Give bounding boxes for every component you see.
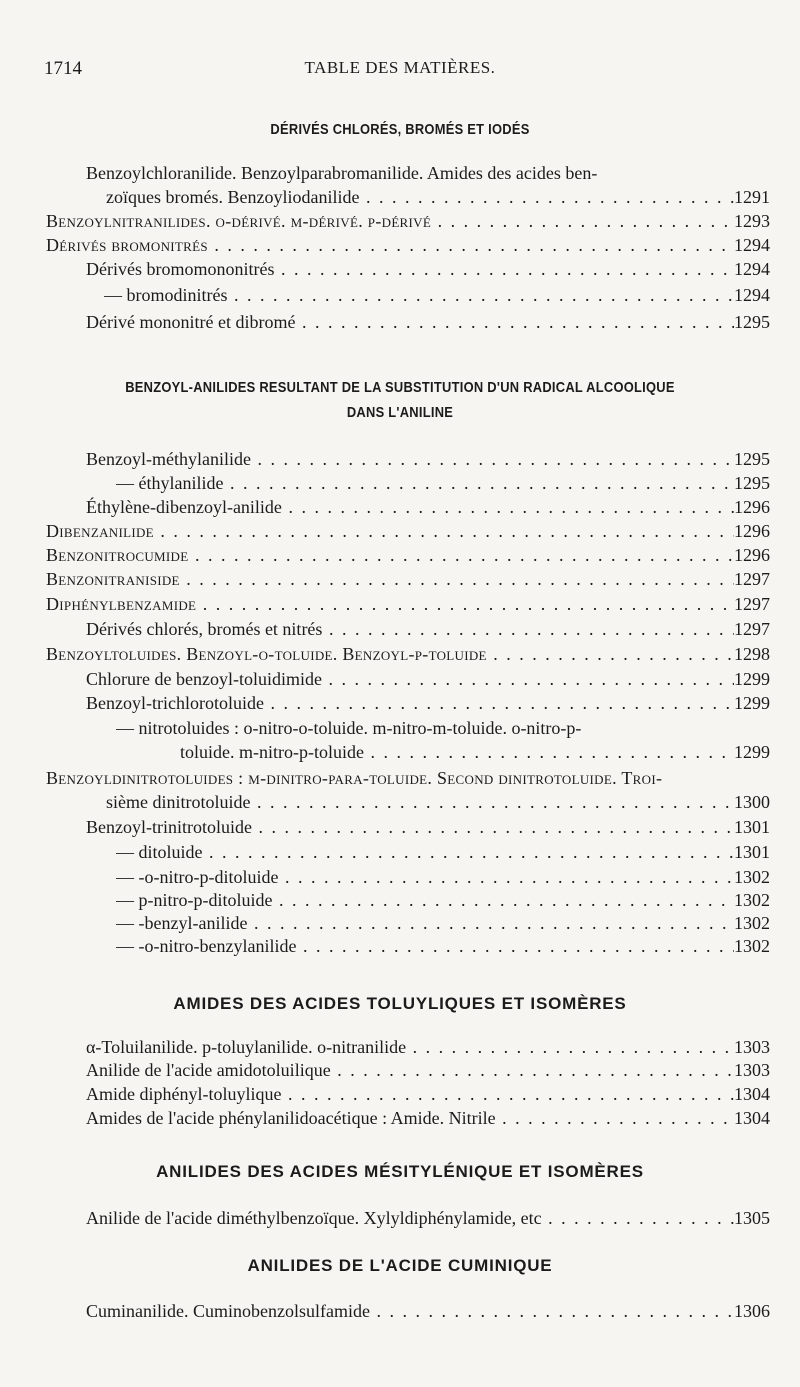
entry-label: — nitrotoluides : o-nitro-o-toluide. m-nitro-m-toluide. o-nitro-p-	[116, 718, 582, 738]
entry-page: 1294	[734, 259, 770, 279]
entry-page: 1301	[734, 842, 770, 862]
toc-entry	[0, 209, 800, 233]
entry-label: Dérivés bromomononitrés . . .	[86, 257, 734, 281]
toc-entry	[0, 185, 800, 209]
toc-entry	[0, 815, 800, 839]
entry-label: Benzonitraniside . . .	[46, 567, 734, 591]
entry-label: Benzoyl-trichlorotoluide . . .	[86, 691, 734, 715]
entry-label: — éthylanilide . . .	[116, 471, 734, 495]
entry-label: Benzonitrocumide . . .	[46, 543, 734, 567]
toc-entry	[0, 1206, 800, 1230]
toc-entry	[0, 257, 800, 281]
section-title: ANILIDES DE L'ACIDE CUMINIQUE	[247, 1256, 553, 1275]
entry-label: Amides de l'acide phénylanilidoacétique : Amide. Nitrile . . .	[86, 1106, 734, 1130]
entry-label: Anilide de l'acide diméthylbenzoïque. Xylyldiphénylamide, etc . . .	[86, 1206, 734, 1230]
entry-label: Benzoylchloranilide. Benzoylparabromanilide. Amides des acides ben-	[86, 163, 598, 183]
toc-entry	[0, 888, 800, 912]
toc-entry	[0, 667, 800, 691]
entry-label: Dérivé mononitré et dibromé . . .	[86, 310, 734, 334]
toc-entry	[0, 740, 800, 764]
entry-page: 1302	[734, 936, 770, 956]
toc-entry	[0, 840, 800, 864]
entry-label: — ditoluide . . .	[116, 840, 734, 864]
entry-label: Éthylène-dibenzoyl-anilide . . .	[86, 495, 734, 519]
toc-entry	[0, 691, 800, 715]
toc-entry	[0, 865, 800, 889]
toc-entry	[0, 1058, 800, 1082]
toc-entry	[0, 934, 800, 958]
entry-page: 1306	[734, 1301, 770, 1321]
toc-entry	[0, 766, 800, 790]
toc-entry	[0, 543, 800, 567]
entry-label: — -benzyl-anilide . . .	[116, 911, 734, 935]
entry-page: 1295	[734, 473, 770, 493]
entry-label: Diphénylbenzamide . . .	[46, 592, 734, 616]
entry-page: 1291	[734, 187, 770, 207]
running-title: TABLE DES MATIÈRES.	[304, 58, 496, 77]
toc-entry	[0, 283, 800, 307]
toc-entry	[0, 161, 800, 185]
section-subtitle: DANS L'ANILINE	[346, 404, 454, 421]
toc-entry	[0, 1082, 800, 1106]
entry-label: Chlorure de benzoyl-toluidimide . . .	[86, 667, 734, 691]
section-title: AMIDES DES ACIDES TOLUYLIQUES ET ISOMÈRES	[173, 994, 627, 1013]
toc-entry	[0, 716, 800, 740]
entry-page: 1294	[734, 235, 770, 255]
toc-entry	[0, 1106, 800, 1130]
toc-entry	[0, 495, 800, 519]
entry-page: 1302	[734, 890, 770, 910]
entry-page: 1295	[734, 312, 770, 332]
page-number: 1714	[44, 58, 82, 79]
entry-page: 1296	[734, 545, 770, 565]
entry-label: Anilide de l'acide amidotoluilique . . .	[86, 1058, 734, 1082]
toc-entry	[0, 911, 800, 935]
toc-entry	[0, 447, 800, 471]
section-title: ANILIDES DES ACIDES MÉSITYLÉNIQUE ET ISOMÈRES	[156, 1162, 644, 1181]
toc-entry	[0, 592, 800, 616]
toc-entry	[0, 233, 800, 257]
toc-entry	[0, 310, 800, 334]
entry-page: 1302	[734, 867, 770, 887]
section-title: DÉRIVÉS CHLORÉS, BROMÉS ET IODÉS	[270, 121, 530, 138]
entry-page: 1300	[734, 792, 770, 812]
entry-page: 1297	[734, 569, 770, 589]
toc-entry	[0, 471, 800, 495]
toc-entry	[0, 1035, 800, 1059]
entry-page: 1296	[734, 497, 770, 517]
entry-page: 1302	[734, 913, 770, 933]
entry-page: 1296	[734, 521, 770, 541]
entry-page: 1293	[734, 211, 770, 231]
entry-label: Dérivés bromonitrés . . .	[46, 233, 734, 257]
entry-page: 1297	[734, 594, 770, 614]
entry-label: Benzoyltoluides. Benzoyl-o-toluide. Benzoyl-p-toluide . . .	[46, 642, 734, 666]
entry-page: 1297	[734, 619, 770, 639]
section-title: BENZOYL-ANILIDES RESULTANT DE LA SUBSTITUTION D'UN RADICAL ALCOOLIQUE	[125, 379, 675, 396]
entry-page: 1299	[734, 693, 770, 713]
entry-label: Amide diphényl-toluylique . . .	[86, 1082, 734, 1106]
entry-label: sième dinitrotoluide . . .	[106, 790, 734, 814]
entry-label: Dérivés chlorés, bromés et nitrés . . .	[86, 617, 734, 641]
entry-page: 1304	[734, 1108, 770, 1128]
entry-page: 1303	[734, 1060, 770, 1080]
entry-page: 1299	[734, 669, 770, 689]
entry-label: toluide. m-nitro-p-toluide . . .	[180, 740, 734, 764]
toc-entry	[0, 519, 800, 543]
entry-label: Benzoyl-trinitrotoluide . . .	[86, 815, 734, 839]
entry-page: 1298	[734, 644, 770, 664]
toc-entry	[0, 567, 800, 591]
entry-label: Dibenzanilide . . .	[46, 519, 734, 543]
entry-label: α-Toluilanilide. p-toluylanilide. o-nitranilide . . .	[86, 1035, 734, 1059]
entry-label: Benzoylnitranilides. o-dérivé. m-dérivé. p-dérivé . . .	[46, 209, 734, 233]
toc-entry	[0, 642, 800, 666]
toc-entry	[0, 1299, 800, 1323]
toc-entry	[0, 790, 800, 814]
entry-page: 1295	[734, 449, 770, 469]
entry-label: Cuminanilide. Cuminobenzolsulfamide . . .	[86, 1299, 734, 1323]
entry-label: Benzoyl-méthylanilide . . .	[86, 447, 734, 471]
entry-page: 1305	[734, 1208, 770, 1228]
entry-label: zoïques bromés. Benzoyliodanilide . . .	[106, 185, 734, 209]
entry-label: — -o-nitro-p-ditoluide . . .	[116, 865, 734, 889]
entry-page: 1303	[734, 1037, 770, 1057]
entry-page: 1294	[734, 285, 770, 305]
entry-page: 1301	[734, 817, 770, 837]
entry-page: 1299	[734, 742, 770, 762]
entry-label: — -o-nitro-benzylanilide . . .	[116, 934, 734, 958]
entry-page: 1304	[734, 1084, 770, 1104]
entry-label: — p-nitro-p-ditoluide . . .	[116, 888, 734, 912]
running-header	[44, 58, 756, 84]
entry-label: Benzoyldinitrotoluides : m-dinitro-para-toluide. Second dinitrotoluide. Troi-	[46, 768, 663, 788]
toc-entry	[0, 617, 800, 641]
entry-label: — bromodinitrés . . .	[104, 283, 734, 307]
